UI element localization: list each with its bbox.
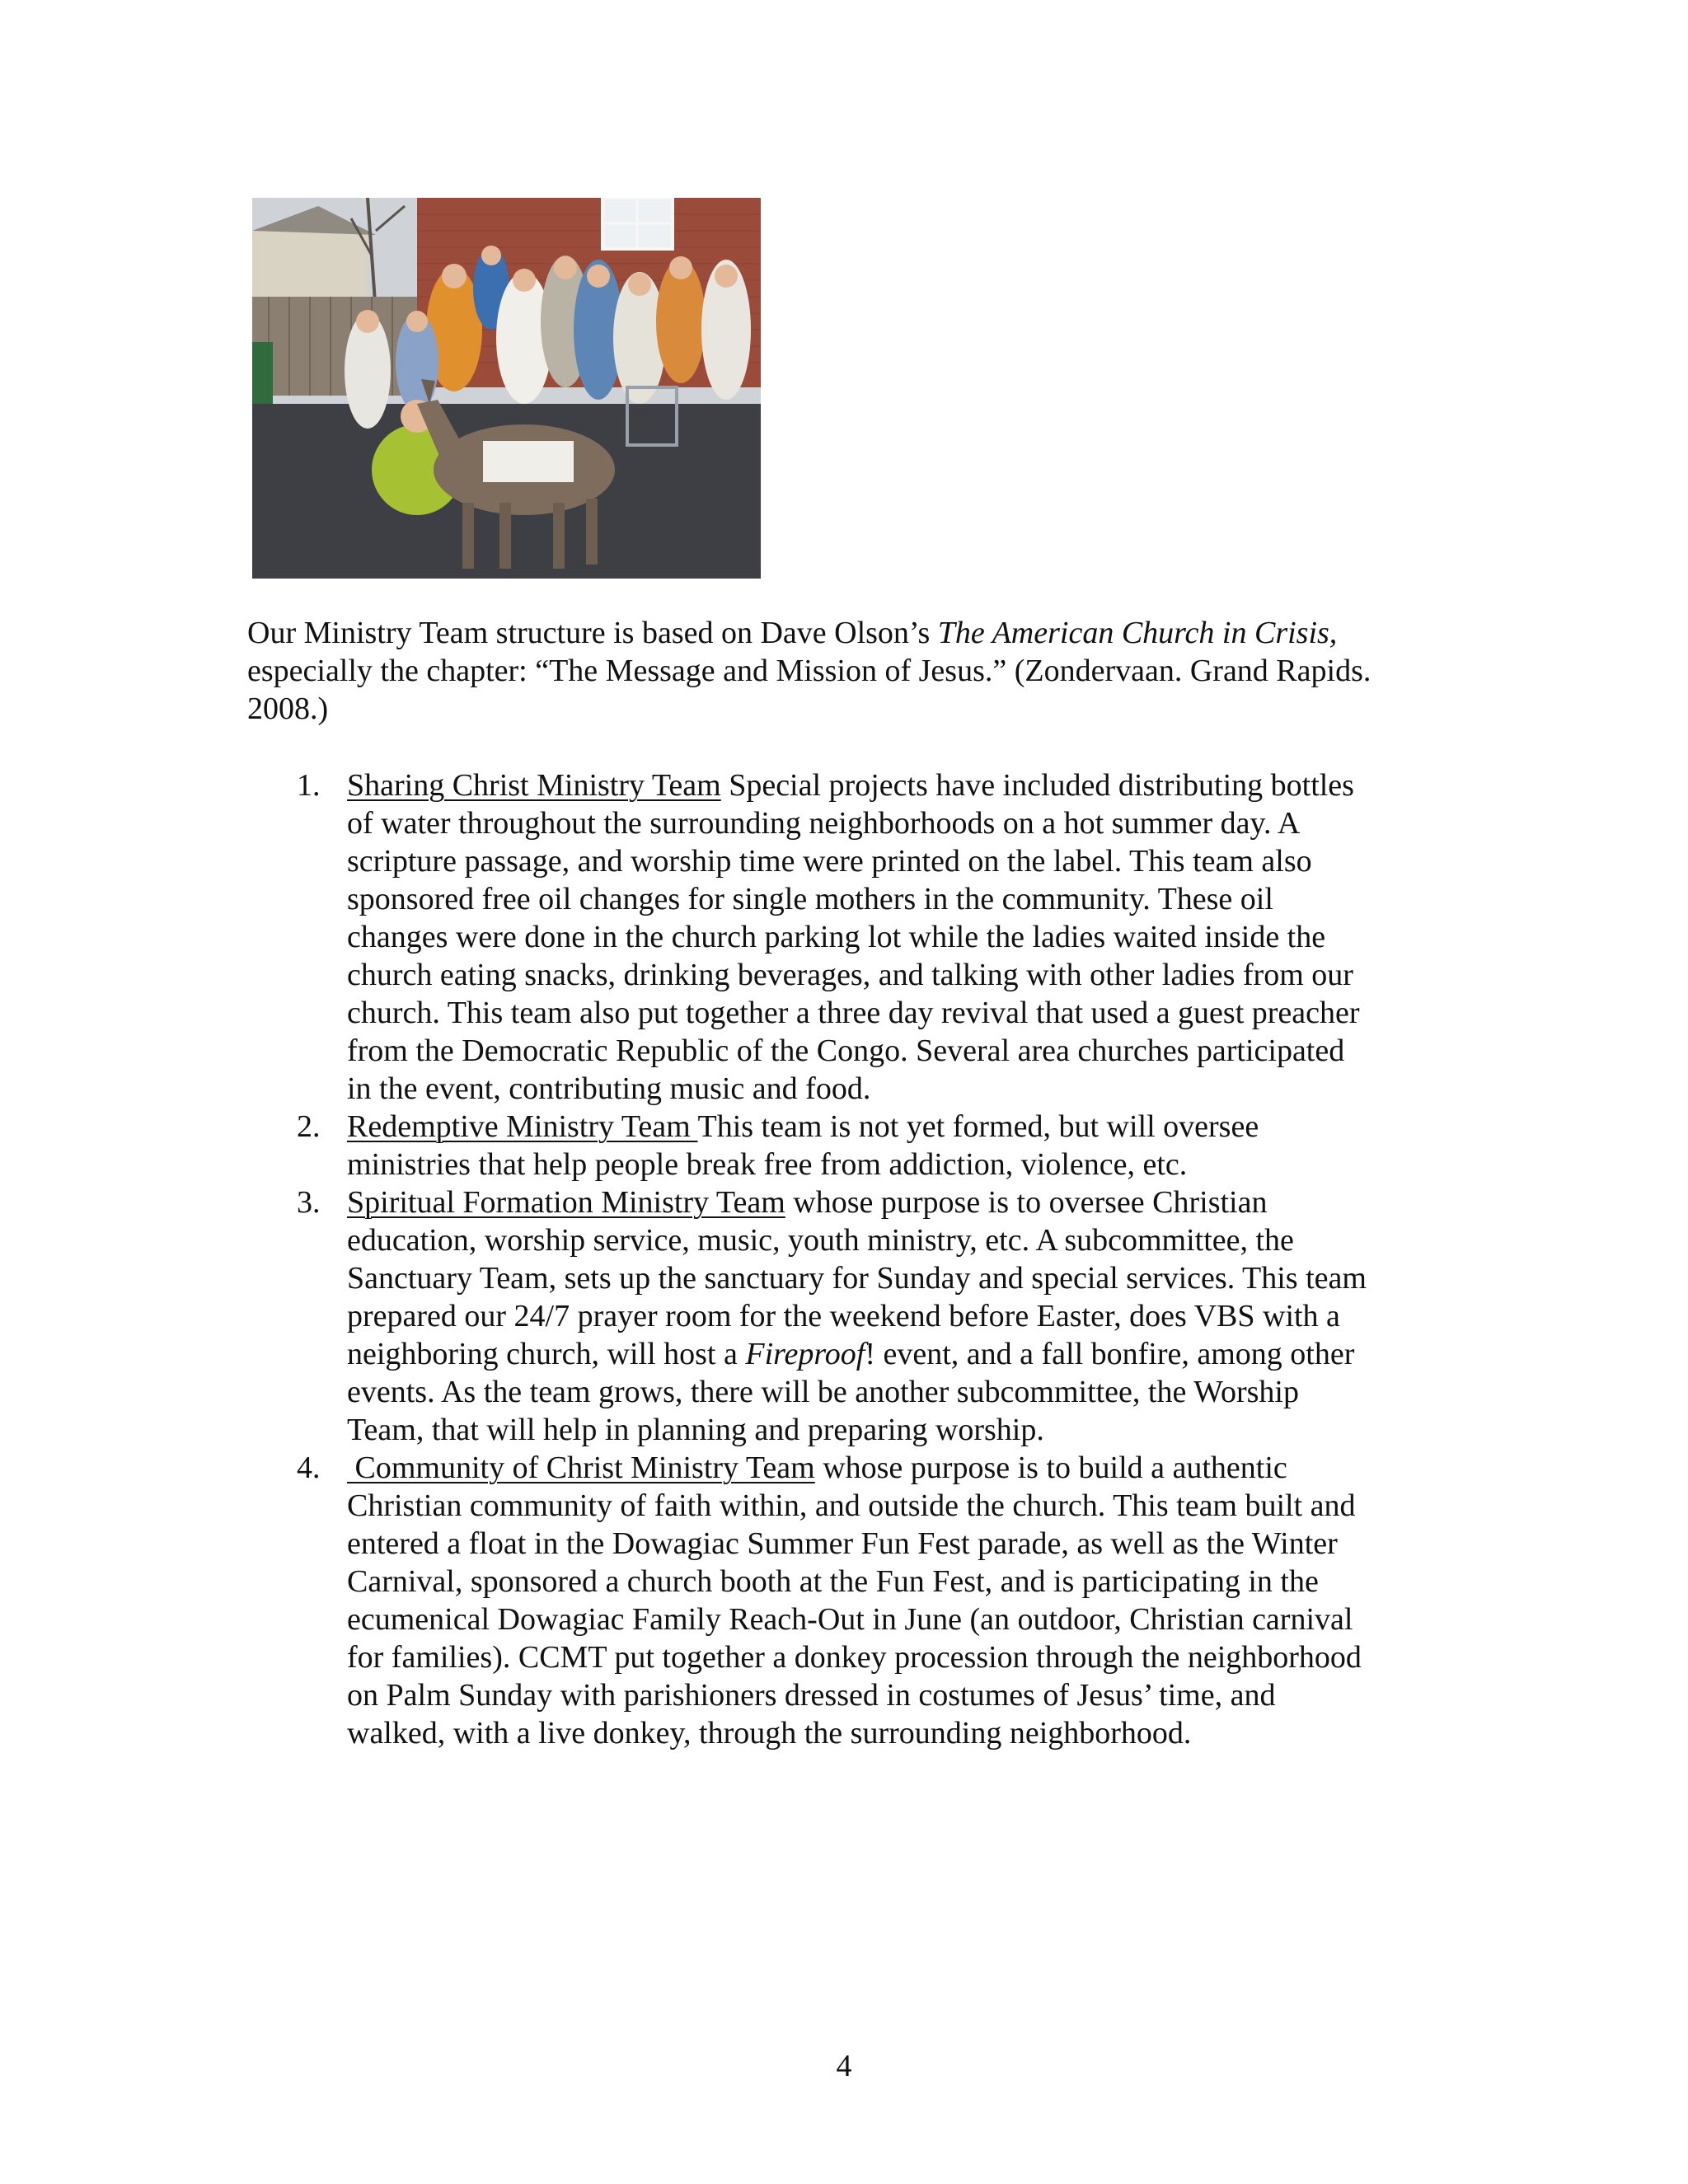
list-line: from the Democratic Republic of the Congo. Several area churches participated (347, 1033, 1345, 1068)
list-line: ecumenical Dowagiac Family Reach-Out in June (an outdoor, Christian carnival (347, 1602, 1353, 1637)
list-line: ministries that help people break free from addiction, violence, etc. (347, 1147, 1188, 1182)
list-line: events. As the team grows, there will be another subcommittee, the Worship (347, 1375, 1299, 1409)
list-line: education, worship service, music, youth ministry, etc. A subcommittee, the (347, 1223, 1294, 1258)
list-number: 4. (297, 1451, 321, 1485)
book-title: The American Church in Crisis, (937, 616, 1338, 650)
ministry-team-list (247, 766, 1451, 1752)
list-line: sponsored free oil changes for single mothers in the community. These oil (347, 882, 1273, 916)
list-line: prepared our 24/7 prayer room for the weekend before Easter, does VBS with a (347, 1299, 1340, 1333)
team-title: Spiritual Formation Ministry Team (347, 1185, 785, 1220)
list-line: for families). CCMT put together a donkey procession through the neighborhood (347, 1640, 1362, 1675)
list-item-sharing-christ (247, 766, 1451, 1108)
procession-photo (252, 198, 761, 579)
list-line (347, 766, 1451, 804)
photo-illustration (252, 198, 761, 579)
list-line: church eating snacks, drinking beverages, and talking with other ladies from our (347, 958, 1353, 992)
list-line: entered a float in the Dowagiac Summer Fun Fest parade, as well as the Winter (347, 1526, 1338, 1561)
list-line (347, 1108, 1451, 1146)
list-line: walked, with a live donkey, through the surrounding neighborhood. (347, 1716, 1192, 1750)
team-title: Sharing Christ Ministry Team (347, 768, 721, 803)
list-line: scripture passage, and worship time were printed on the label. This team also (347, 844, 1312, 879)
list-line: changes were done in the church parking lot while the ladies waited inside the (347, 920, 1326, 954)
list-item-spiritual-formation (247, 1183, 1451, 1449)
list-line: Christian community of faith within, and outside the church. This team built and (347, 1488, 1356, 1523)
list-line (347, 1449, 1451, 1487)
list-line (347, 1183, 1451, 1221)
team-text: ! event, and a fall bonfire, among other (865, 1337, 1355, 1371)
team-text: This team is not yet formed, but will oversee (697, 1109, 1259, 1144)
team-text: neighboring church, will host a (347, 1337, 746, 1371)
list-line: on Palm Sunday with parishioners dressed in costumes of Jesus’ time, and (347, 1678, 1276, 1713)
list-line: in the event, contributing music and food. (347, 1071, 871, 1106)
list-line (347, 1335, 1451, 1373)
intro-line: 2008.) (247, 691, 329, 726)
event-title: Fireproof (745, 1337, 865, 1371)
list-line: church. This team also put together a three day revival that used a guest preacher (347, 996, 1360, 1030)
list-line: Carnival, sponsored a church booth at the Fun Fest, and is participating in the (347, 1564, 1319, 1599)
team-title: Community of Christ Ministry Team (347, 1451, 815, 1485)
team-text: whose purpose is to oversee Christian (785, 1185, 1268, 1220)
team-text: Special projects have included distributing bottles (720, 768, 1354, 803)
list-number: 3. (297, 1185, 321, 1220)
page-number: 4 (836, 2049, 852, 2083)
intro-paragraph (247, 614, 1451, 728)
team-title: Redemptive Ministry Team (347, 1109, 698, 1144)
intro-line: especially the chapter: “The Message and Mission of Jesus.” (Zondervaan. Grand Rapids. (247, 654, 1372, 688)
intro-text: Our Ministry Team structure is based on Dave Olson’s (247, 616, 938, 650)
list-line: Team, that will help in planning and preparing worship. (347, 1413, 1044, 1447)
list-number: 1. (297, 768, 321, 803)
list-line: of water throughout the surrounding neighborhoods on a hot summer day. A (347, 806, 1301, 841)
team-text: whose purpose is to build a authentic (814, 1451, 1287, 1485)
list-number: 2. (297, 1109, 321, 1144)
list-line: Sanctuary Team, sets up the sanctuary for Sunday and special services. This team (347, 1261, 1367, 1296)
list-item-redemptive (247, 1108, 1451, 1183)
intro-line (247, 614, 1451, 652)
list-item-community-of-christ (247, 1449, 1451, 1752)
